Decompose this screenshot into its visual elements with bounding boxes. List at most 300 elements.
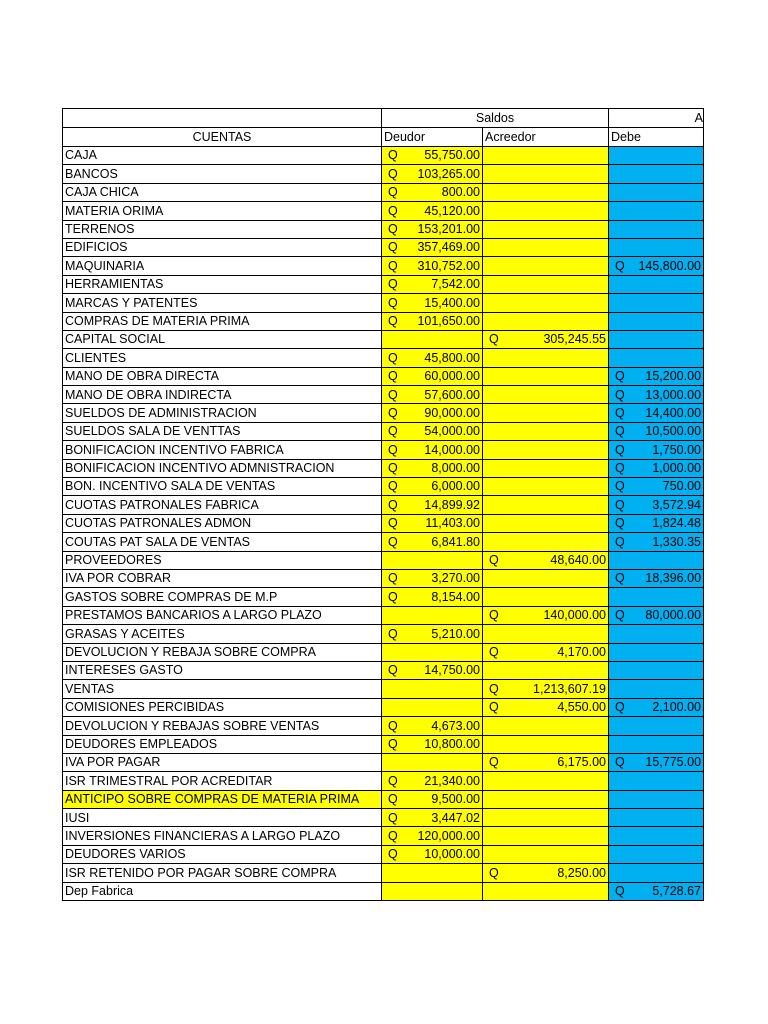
- acreedor-cell[interactable]: [483, 514, 609, 532]
- table-row: [63, 606, 704, 624]
- deudor-cell[interactable]: [382, 790, 483, 808]
- debe-value: 18,396.00: [645, 571, 702, 586]
- deudor-cell[interactable]: [382, 514, 483, 532]
- account-name-cell[interactable]: ISR TRIMESTRAL POR ACREDITAR: [63, 772, 382, 790]
- table-row: [63, 183, 704, 201]
- deudor-amount: [382, 830, 482, 843]
- acreedor-cell[interactable]: [483, 478, 609, 496]
- table-row: [63, 330, 704, 348]
- acreedor-cell[interactable]: [483, 165, 609, 183]
- debe-cell[interactable]: [609, 441, 704, 459]
- deudor-value: 9,500.00: [431, 792, 480, 807]
- deudor-value: 3,270.00: [431, 571, 480, 586]
- currency-symbol: Q: [388, 663, 398, 678]
- account-name-cell[interactable]: EDIFICIOS: [63, 238, 382, 256]
- deudor-cell[interactable]: [382, 312, 483, 330]
- deudor-value: 14,899.92: [424, 497, 480, 512]
- debe-amount: [609, 499, 703, 512]
- deudor-cell[interactable]: [382, 882, 483, 900]
- currency-symbol: Q: [388, 240, 398, 255]
- currency-symbol: Q: [615, 479, 625, 494]
- header-row-columns: [63, 128, 704, 147]
- acreedor-amount: [483, 701, 608, 714]
- acreedor-cell[interactable]: [483, 625, 609, 643]
- currency-symbol: Q: [615, 369, 625, 384]
- debe-cell[interactable]: [609, 165, 704, 183]
- deudor-cell[interactable]: [382, 717, 483, 735]
- account-name-cell[interactable]: ANTICIPO SOBRE COMPRAS DE MATERIA PRIMA: [63, 790, 382, 808]
- deudor-cell[interactable]: [382, 753, 483, 771]
- deudor-header[interactable]: Deudor: [382, 128, 483, 147]
- table-row: [63, 478, 704, 496]
- debe-cell[interactable]: [609, 864, 704, 882]
- debe-cell[interactable]: [609, 386, 704, 404]
- currency-symbol: Q: [388, 479, 398, 494]
- table-row: [63, 680, 704, 698]
- debe-value: 5,728.67: [652, 884, 702, 899]
- acreedor-amount: [483, 756, 608, 769]
- currency-symbol: Q: [388, 847, 398, 862]
- account-name-cell[interactable]: BONIFICACION INCENTIVO ADMNISTRACION: [63, 459, 382, 477]
- table-row: [63, 257, 704, 275]
- deudor-amount: [382, 223, 482, 236]
- deudor-cell[interactable]: [382, 496, 483, 514]
- table-row: [63, 772, 704, 790]
- debe-cell[interactable]: [609, 422, 704, 440]
- acreedor-cell[interactable]: [483, 312, 609, 330]
- currency-symbol: Q: [489, 865, 499, 880]
- acreedor-value: 305,245.55: [543, 332, 607, 347]
- debe-cell[interactable]: [609, 404, 704, 422]
- currency-symbol: Q: [388, 148, 398, 163]
- currency-symbol: Q: [388, 571, 398, 586]
- account-name-cell[interactable]: COMPRAS DE MATERIA PRIMA: [63, 312, 382, 330]
- acreedor-cell[interactable]: [483, 202, 609, 220]
- debe-cell[interactable]: [609, 882, 704, 900]
- deudor-value: 103,265.00: [417, 166, 480, 181]
- debe-cell[interactable]: [609, 680, 704, 698]
- acreedor-header[interactable]: Acreedor: [483, 128, 609, 147]
- deudor-value: 60,000.00: [424, 369, 480, 384]
- debe-cell[interactable]: [609, 496, 704, 514]
- currency-symbol: Q: [489, 332, 499, 347]
- debe-value: 3,572.94: [652, 497, 702, 512]
- deudor-cell[interactable]: [382, 643, 483, 661]
- account-name-cell[interactable]: INVERSIONES FINANCIERAS A LARGO PLAZO: [63, 827, 382, 845]
- deudor-cell[interactable]: [382, 606, 483, 624]
- deudor-cell[interactable]: [382, 294, 483, 312]
- debe-cell[interactable]: [609, 478, 704, 496]
- deudor-cell[interactable]: [382, 404, 483, 422]
- debe-cell[interactable]: [609, 275, 704, 293]
- acreedor-cell[interactable]: [483, 238, 609, 256]
- cut-off-header[interactable]: A: [609, 109, 704, 128]
- account-name-cell[interactable]: INTERESES GASTO: [63, 661, 382, 679]
- table-row: [63, 238, 704, 256]
- header-blank-cell[interactable]: [63, 109, 382, 128]
- debe-amount: [609, 756, 703, 769]
- acreedor-amount: [483, 646, 608, 659]
- deudor-amount: [382, 260, 482, 273]
- acreedor-cell[interactable]: [483, 569, 609, 587]
- deudor-amount: [382, 793, 482, 806]
- deudor-amount: [382, 168, 482, 181]
- deudor-cell[interactable]: [382, 533, 483, 551]
- acreedor-cell[interactable]: [483, 533, 609, 551]
- deudor-cell[interactable]: [382, 441, 483, 459]
- table-row: [63, 661, 704, 679]
- deudor-value: 11,403.00: [425, 516, 480, 531]
- account-rows: [63, 147, 704, 901]
- deudor-cell[interactable]: [382, 257, 483, 275]
- acreedor-cell[interactable]: [483, 147, 609, 165]
- deudor-value: 55,750.00: [424, 148, 480, 163]
- debe-cell[interactable]: [609, 735, 704, 753]
- debe-cell[interactable]: [609, 330, 704, 348]
- currency-symbol: Q: [489, 755, 499, 770]
- deudor-cell[interactable]: [382, 827, 483, 845]
- currency-symbol: Q: [388, 792, 398, 807]
- account-name-cell[interactable]: MARCAS Y PATENTES: [63, 294, 382, 312]
- acreedor-value: 4,170.00: [557, 644, 607, 659]
- acreedor-cell[interactable]: [483, 294, 609, 312]
- deudor-amount: [382, 186, 482, 199]
- deudor-amount: [382, 628, 482, 641]
- acreedor-cell[interactable]: [483, 643, 609, 661]
- account-name-cell[interactable]: MANO DE OBRA INDIRECTA: [63, 386, 382, 404]
- account-name-cell[interactable]: IVA POR PAGAR: [63, 753, 382, 771]
- deudor-cell[interactable]: [382, 478, 483, 496]
- acreedor-cell[interactable]: [483, 735, 609, 753]
- account-name-cell[interactable]: DEUDORES EMPLEADOS: [63, 735, 382, 753]
- debe-cell[interactable]: [609, 367, 704, 385]
- deudor-amount: [382, 315, 482, 328]
- table-row: [63, 864, 704, 882]
- account-name-cell[interactable]: CLIENTES: [63, 349, 382, 367]
- acreedor-value: 6,175.00: [557, 755, 607, 770]
- deudor-value: 8,000.00: [431, 461, 480, 476]
- deudor-value: 357,469.00: [417, 240, 480, 255]
- table-row: [63, 790, 704, 808]
- deudor-cell[interactable]: [382, 459, 483, 477]
- deudor-cell[interactable]: [382, 220, 483, 238]
- debe-cell[interactable]: [609, 827, 704, 845]
- deudor-value: 21,340.00: [424, 773, 480, 788]
- currency-symbol: Q: [615, 405, 625, 420]
- deudor-cell[interactable]: [382, 183, 483, 201]
- acreedor-cell[interactable]: [483, 772, 609, 790]
- account-name-cell[interactable]: CAPITAL SOCIAL: [63, 330, 382, 348]
- currency-symbol: Q: [388, 736, 398, 751]
- debe-cell[interactable]: [609, 349, 704, 367]
- debe-cell[interactable]: [609, 698, 704, 716]
- account-name-cell[interactable]: BANCOS: [63, 165, 382, 183]
- debe-cell[interactable]: [609, 845, 704, 863]
- table-row: [63, 202, 704, 220]
- acreedor-cell[interactable]: [483, 349, 609, 367]
- acreedor-cell[interactable]: [483, 717, 609, 735]
- currency-symbol: Q: [489, 700, 499, 715]
- acreedor-cell[interactable]: [483, 864, 609, 882]
- debe-amount: [609, 536, 703, 549]
- currency-symbol: Q: [615, 755, 625, 770]
- deudor-cell[interactable]: [382, 147, 483, 165]
- table-row: [63, 533, 704, 551]
- table-row: [63, 827, 704, 845]
- acreedor-cell[interactable]: [483, 790, 609, 808]
- debe-cell[interactable]: [609, 625, 704, 643]
- currency-symbol: Q: [388, 166, 398, 181]
- debe-cell[interactable]: [609, 661, 704, 679]
- account-name-cell[interactable]: CAJA CHICA: [63, 183, 382, 201]
- deudor-cell[interactable]: [382, 864, 483, 882]
- balance-sheet-table: [62, 108, 704, 901]
- account-name-cell[interactable]: IVA POR COBRAR: [63, 569, 382, 587]
- account-name-cell[interactable]: DEVOLUCION Y REBAJA SOBRE COMPRA: [63, 643, 382, 661]
- debe-cell[interactable]: [609, 809, 704, 827]
- deudor-cell[interactable]: [382, 551, 483, 569]
- acreedor-cell[interactable]: [483, 257, 609, 275]
- deudor-amount: [382, 389, 482, 402]
- deudor-value: 4,673.00: [431, 718, 480, 733]
- currency-symbol: Q: [388, 626, 398, 641]
- deudor-cell[interactable]: [382, 238, 483, 256]
- debe-cell[interactable]: [609, 459, 704, 477]
- account-name-cell[interactable]: GRASAS Y ACEITES: [63, 625, 382, 643]
- deudor-cell[interactable]: [382, 349, 483, 367]
- account-name-cell[interactable]: PROVEEDORES: [63, 551, 382, 569]
- acreedor-cell[interactable]: [483, 220, 609, 238]
- deudor-cell[interactable]: [382, 422, 483, 440]
- acreedor-cell[interactable]: [483, 753, 609, 771]
- acreedor-cell[interactable]: [483, 809, 609, 827]
- table-row: [63, 514, 704, 532]
- table-row: [63, 717, 704, 735]
- debe-cell[interactable]: [609, 790, 704, 808]
- account-name-cell[interactable]: HERRAMIENTAS: [63, 275, 382, 293]
- debe-cell[interactable]: [609, 312, 704, 330]
- debe-amount: [609, 609, 703, 622]
- currency-symbol: Q: [388, 828, 398, 843]
- table-row: [63, 809, 704, 827]
- deudor-value: 6,000.00: [431, 479, 480, 494]
- currency-symbol: Q: [388, 773, 398, 788]
- currency-symbol: Q: [388, 534, 398, 549]
- debe-header[interactable]: Debe: [609, 128, 704, 147]
- currency-symbol: Q: [489, 553, 499, 568]
- account-name-cell[interactable]: ISR RETENIDO POR PAGAR SOBRE COMPRA: [63, 864, 382, 882]
- acreedor-cell[interactable]: [483, 661, 609, 679]
- debe-cell[interactable]: [609, 183, 704, 201]
- debe-amount: [609, 260, 703, 273]
- table-row: [63, 459, 704, 477]
- deudor-amount: [382, 664, 482, 677]
- deudor-value: 153,201.00: [417, 222, 480, 236]
- deudor-cell[interactable]: [382, 330, 483, 348]
- acreedor-cell[interactable]: [483, 404, 609, 422]
- account-name-cell[interactable]: BON. INCENTIVO SALA DE VENTAS: [63, 478, 382, 496]
- debe-value: 10,500.00: [645, 424, 702, 439]
- account-name-cell[interactable]: MATERIA ORIMA: [63, 202, 382, 220]
- cuentas-header[interactable]: CUENTAS: [63, 128, 382, 147]
- debe-value: 1,000.00: [652, 461, 702, 476]
- debe-cell[interactable]: [609, 294, 704, 312]
- deudor-cell[interactable]: [382, 661, 483, 679]
- deudor-cell[interactable]: [382, 809, 483, 827]
- deudor-cell[interactable]: [382, 275, 483, 293]
- account-name-cell[interactable]: MAQUINARIA: [63, 257, 382, 275]
- deudor-amount: [382, 499, 482, 512]
- acreedor-amount: [483, 554, 608, 567]
- currency-symbol: Q: [489, 608, 499, 623]
- debe-cell[interactable]: [609, 533, 704, 551]
- account-name-cell[interactable]: DEVOLUCION Y REBAJAS SOBRE VENTAS: [63, 717, 382, 735]
- account-name-cell[interactable]: GASTOS SOBRE COMPRAS DE M.P: [63, 588, 382, 606]
- account-name-cell[interactable]: Dep Fabrica: [63, 882, 382, 900]
- debe-cell[interactable]: [609, 551, 704, 569]
- currency-symbol: Q: [388, 313, 398, 328]
- currency-symbol: Q: [388, 461, 398, 476]
- deudor-cell[interactable]: [382, 202, 483, 220]
- debe-cell[interactable]: [609, 202, 704, 220]
- acreedor-cell[interactable]: [483, 827, 609, 845]
- deudor-amount: [382, 848, 482, 861]
- acreedor-cell[interactable]: [483, 551, 609, 569]
- account-name-cell[interactable]: DEUDORES VARIOS: [63, 845, 382, 863]
- currency-symbol: Q: [615, 608, 625, 623]
- currency-symbol: Q: [388, 497, 398, 512]
- acreedor-cell[interactable]: [483, 496, 609, 514]
- acreedor-cell[interactable]: [483, 680, 609, 698]
- account-name-cell[interactable]: CUOTAS PATRONALES ADMON: [63, 514, 382, 532]
- acreedor-cell[interactable]: [483, 183, 609, 201]
- acreedor-cell[interactable]: [483, 606, 609, 624]
- deudor-cell[interactable]: [382, 386, 483, 404]
- debe-value: 145,800.00: [638, 258, 702, 273]
- table-row: [63, 386, 704, 404]
- debe-cell[interactable]: [609, 514, 704, 532]
- table-row: [63, 698, 704, 716]
- acreedor-amount: [483, 683, 608, 696]
- deudor-cell[interactable]: [382, 735, 483, 753]
- saldos-header[interactable]: Saldos: [382, 109, 609, 128]
- account-name-cell[interactable]: COUTAS PAT SALA DE VENTAS: [63, 533, 382, 551]
- account-name-cell[interactable]: COMISIONES PERCIBIDAS: [63, 698, 382, 716]
- acreedor-cell[interactable]: [483, 588, 609, 606]
- acreedor-cell[interactable]: [483, 882, 609, 900]
- deudor-cell[interactable]: [382, 165, 483, 183]
- deudor-amount: [382, 205, 482, 218]
- acreedor-amount: [483, 867, 608, 880]
- table-row: [63, 551, 704, 569]
- currency-symbol: Q: [489, 681, 499, 696]
- acreedor-cell[interactable]: [483, 845, 609, 863]
- deudor-value: 5,210.00: [431, 626, 480, 641]
- acreedor-cell[interactable]: [483, 698, 609, 716]
- currency-symbol: Q: [615, 387, 625, 402]
- table-row: [63, 275, 704, 293]
- acreedor-value: 8,250.00: [557, 865, 607, 880]
- account-name-cell[interactable]: PRESTAMOS BANCARIOS A LARGO PLAZO: [63, 606, 382, 624]
- deudor-value: 10,000.00: [424, 847, 480, 862]
- debe-cell[interactable]: [609, 753, 704, 771]
- deudor-cell[interactable]: [382, 588, 483, 606]
- acreedor-cell[interactable]: [483, 330, 609, 348]
- deudor-cell[interactable]: [382, 625, 483, 643]
- deudor-cell[interactable]: [382, 845, 483, 863]
- account-name-cell[interactable]: CUOTAS PATRONALES FABRICA: [63, 496, 382, 514]
- currency-symbol: Q: [388, 222, 398, 236]
- debe-cell[interactable]: [609, 588, 704, 606]
- currency-symbol: Q: [615, 424, 625, 439]
- acreedor-cell[interactable]: [483, 441, 609, 459]
- currency-symbol: Q: [388, 258, 398, 273]
- debe-amount: [609, 480, 703, 493]
- debe-cell[interactable]: [609, 569, 704, 587]
- account-name-cell[interactable]: SUELDOS SALA DE VENTTAS: [63, 422, 382, 440]
- acreedor-cell[interactable]: [483, 422, 609, 440]
- debe-cell[interactable]: [609, 717, 704, 735]
- deudor-cell[interactable]: [382, 698, 483, 716]
- acreedor-cell[interactable]: [483, 275, 609, 293]
- deudor-value: 10,800.00: [424, 736, 480, 751]
- account-name-cell[interactable]: BONIFICACION INCENTIVO FABRICA: [63, 441, 382, 459]
- currency-symbol: Q: [388, 424, 398, 439]
- debe-cell[interactable]: [609, 257, 704, 275]
- table-row: [63, 643, 704, 661]
- deudor-cell[interactable]: [382, 367, 483, 385]
- deudor-amount: [382, 352, 482, 365]
- debe-cell[interactable]: [609, 147, 704, 165]
- account-name-cell[interactable]: MANO DE OBRA DIRECTA: [63, 367, 382, 385]
- debe-value: 1,330.35: [652, 534, 702, 549]
- deudor-value: 8,154.00: [431, 589, 480, 604]
- account-name-cell[interactable]: SUELDOS DE ADMINISTRACION: [63, 404, 382, 422]
- debe-cell[interactable]: [609, 606, 704, 624]
- debe-cell[interactable]: [609, 643, 704, 661]
- debe-amount: [609, 425, 703, 438]
- account-name-cell[interactable]: TERRENOS: [63, 220, 382, 238]
- account-name-cell[interactable]: CAJA: [63, 147, 382, 165]
- acreedor-amount: [483, 333, 608, 346]
- currency-symbol: Q: [615, 497, 625, 512]
- account-name-cell[interactable]: VENTAS: [63, 680, 382, 698]
- table-row: [63, 569, 704, 587]
- debe-value: 2,100.00: [652, 700, 702, 715]
- debe-cell[interactable]: [609, 238, 704, 256]
- deudor-cell[interactable]: [382, 569, 483, 587]
- currency-symbol: Q: [388, 810, 398, 825]
- acreedor-cell[interactable]: [483, 386, 609, 404]
- deudor-cell[interactable]: [382, 680, 483, 698]
- acreedor-cell[interactable]: [483, 459, 609, 477]
- debe-amount: [609, 389, 703, 402]
- acreedor-cell[interactable]: [483, 367, 609, 385]
- account-name-cell[interactable]: IUSI: [63, 809, 382, 827]
- debe-amount: [609, 885, 703, 898]
- currency-symbol: Q: [615, 442, 625, 457]
- table-row: [63, 367, 704, 385]
- deudor-amount: [382, 444, 482, 457]
- deudor-amount: [382, 149, 482, 162]
- table-row: [63, 735, 704, 753]
- table-row: [63, 422, 704, 440]
- debe-cell[interactable]: [609, 772, 704, 790]
- deudor-cell[interactable]: [382, 772, 483, 790]
- debe-cell[interactable]: [609, 220, 704, 238]
- table-row: [63, 165, 704, 183]
- deudor-value: 14,000.00: [424, 442, 480, 457]
